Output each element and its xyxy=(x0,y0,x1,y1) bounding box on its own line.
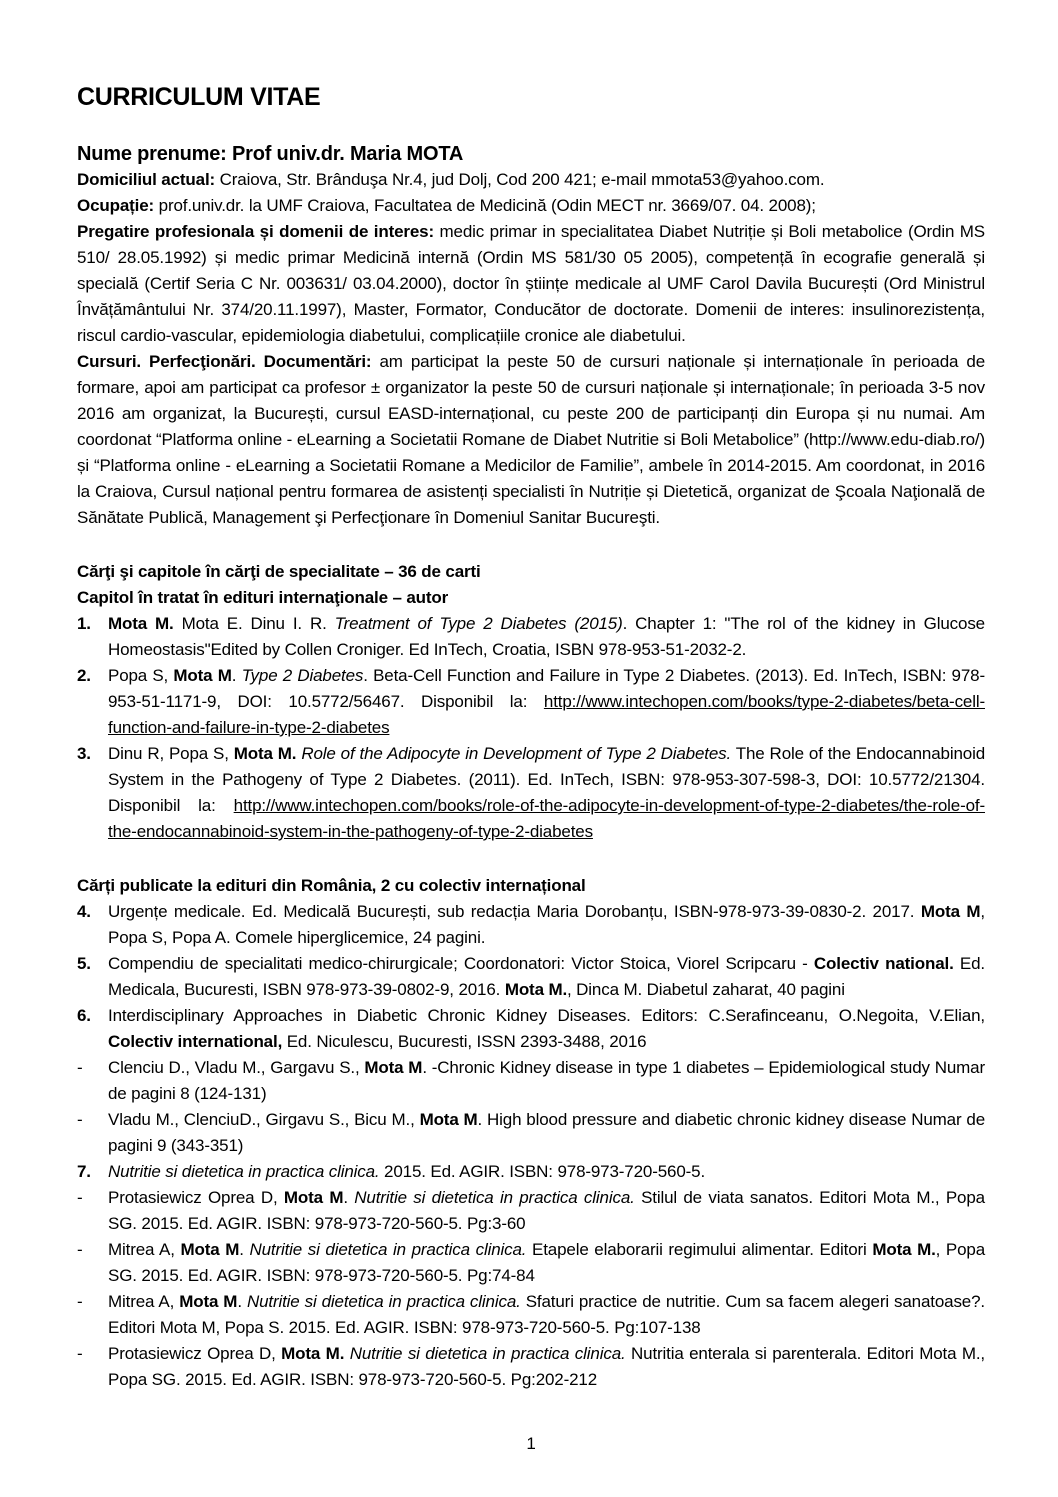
list-item xyxy=(77,951,985,1003)
italic-text: Nutritie si dietetica in practica clinica. xyxy=(108,1162,380,1181)
list-item xyxy=(77,899,985,951)
list-item xyxy=(77,1341,985,1393)
list-item-text xyxy=(108,1341,985,1393)
bold-text: Colectiv international, xyxy=(108,1032,283,1051)
list-item-text xyxy=(108,1055,985,1107)
section-books-romania xyxy=(77,873,985,1393)
list-item xyxy=(77,611,985,663)
link[interactable]: http://www.intechopen.com/books/role-of-the-adipocyte-in-development-of-type-2-diabetes/the-role-of-the-endocannabinoid-system-in-the-pathogeny-of-type-2-diabetes xyxy=(108,796,985,841)
paragraph xyxy=(77,349,985,531)
list-marker: 2. xyxy=(77,666,91,685)
list-marker: 4. xyxy=(77,902,91,921)
bold-text: Mota M. xyxy=(281,1344,345,1363)
list-item-text xyxy=(108,611,985,663)
text-run: Mitrea A, xyxy=(108,1292,180,1311)
paragraph xyxy=(77,167,985,193)
text-run: Stilul de viata sanatos. Editori Mota M., Popa SG. 2015. Ed. AGIR. ISBN: 978-973-720-560-5. Pg:3-60 xyxy=(108,1188,985,1233)
bold-text: Colectiv national. xyxy=(813,954,954,973)
list-item-text xyxy=(108,1237,985,1289)
link[interactable]: http://www.intechopen.com/books/type-2-diabetes/beta-cell-function-and-failure-in-type-2-diabetes xyxy=(108,692,985,737)
text-run: . High blood pressure and diabetic chronic kidney disease Numar de pagini 9 (343-351) xyxy=(108,1110,985,1155)
list-marker: - xyxy=(77,1292,83,1311)
text-run: , Popa SG. 2015. Ed. AGIR. ISBN: 978-973-720-560-5. Pg:74-84 xyxy=(108,1240,985,1285)
bold-text: Mota M. xyxy=(504,980,568,999)
list-item-text xyxy=(108,1107,985,1159)
text-run: Popa S, xyxy=(108,666,174,685)
text-run: Nutritia enterala si parenterala. Editori Mota M., Popa SG. 2015. Ed. AGIR. ISBN: 978-973-720-560-5. Pg:202-212 xyxy=(108,1344,985,1389)
text-run: Mota E. Dinu I. R. xyxy=(173,614,335,633)
text-run: . -Chronic Kidney disease in type 1 diabetes – Epidemiological study Numar de pagini 8 (124-131) xyxy=(108,1058,985,1103)
list-marker: - xyxy=(77,1188,83,1207)
list-item-text xyxy=(108,1003,985,1055)
list-item-text xyxy=(108,1289,985,1341)
list-item xyxy=(77,1237,985,1289)
text-run: am participat la peste 50 de cursuri naționale și internaționale în perioada de formare, apoi am participat ca profesor ± organizator la peste 50 de cursuri naționale și internaționale; în perioada 3-5 nov 2016 am organizat, la București, cursul EASD-internațional, cu peste 200 de participanți din Europa și nu numai. Am coordonat “Platforma online - eLearning a Societatii Romane de Diabet Nutritie si Boli Metabolice” (http://www.edu-diab.ro/) și “Platforma online - eLearning a Societatii Romane a Medicilor de Familie”, ambele în 2014-2015. Am coordonat, in 2016 la Craiova, Cursul național pentru formarea de asistenți specialisti în Nutriție și Dietetică, organizat de Şcoala Naţională de Sănătate Publică, Management şi Perfecţionare în Domeniul Sanitar Bucureşti. xyxy=(77,352,985,527)
list-marker: 1. xyxy=(77,614,91,633)
list-marker: - xyxy=(77,1110,83,1129)
text-run: Sfaturi practice de nutritie. Cum sa facem alegeri sanatoase?. Editori Mota M, Popa S. 2015. Ed. AGIR. ISBN: 978-973-720-560-5. Pg:107-138 xyxy=(108,1292,985,1337)
list-item xyxy=(77,663,985,741)
italic-text: Nutritie si dietetica in practica clinica. xyxy=(246,1292,521,1311)
text-run: prof.univ.dr. la UMF Craiova, Facultatea de Medicină (Odin MECT nr. 3669/07. 04. 2008); xyxy=(154,196,816,215)
italic-text: Nutritie si dietetica in practica clinica. xyxy=(354,1188,635,1207)
section-items xyxy=(77,899,985,1393)
paragraph xyxy=(77,219,985,349)
section-heading: Cărți publicate la edituri din România, 2 cu colectiv internațional xyxy=(77,876,586,895)
list-marker: 3. xyxy=(77,744,91,763)
list-item-text xyxy=(108,899,985,951)
list-item xyxy=(77,1003,985,1055)
italic-text: Type 2 Diabetes xyxy=(241,666,364,685)
italic-text: Treatment of Type 2 Diabetes (2015) xyxy=(334,614,623,633)
name-heading: Nume prenume: Prof univ.dr. Maria MOTA xyxy=(77,143,464,165)
list-item xyxy=(77,1289,985,1341)
text-run: Protasiewicz Oprea D, xyxy=(108,1344,282,1363)
italic-text: Nutritie si dietetica in practica clinica. xyxy=(249,1240,527,1259)
text-run: . xyxy=(343,1188,355,1207)
list-marker: 6. xyxy=(77,1006,91,1025)
text-run: Mitrea A, xyxy=(108,1240,181,1259)
italic-text: Role of the Adipocyte in Development of Type 2 Diabetes. xyxy=(301,744,732,763)
text-run: , Dinca M. Diabetul zaharat, 40 pagini xyxy=(567,980,845,999)
bold-text: Mota M xyxy=(179,1292,238,1311)
section-heading: Capitol în tratat în edituri internaţionale – autor xyxy=(77,588,449,607)
list-item xyxy=(77,1107,985,1159)
bold-text: Pregatire profesionala și domenii de interes: xyxy=(77,222,435,241)
page-number: 1 xyxy=(526,1434,536,1453)
text-run: Compendiu de specialitati medico-chirurgicale; Coordonatori: Victor Stoica, Viorel Scripcaru - xyxy=(108,954,814,973)
intro-paragraphs xyxy=(77,167,985,531)
text-run: Etapele elaborarii regimului alimentar. Editori xyxy=(526,1240,873,1259)
list-marker: - xyxy=(77,1344,83,1363)
text-run: Craiova, Str. Brânduşa Nr.4, jud Dolj, Cod 200 421; e-mail mmota53@yahoo.com. xyxy=(215,170,825,189)
text-run: 2015. Ed. AGIR. ISBN: 978-973-720-560-5. xyxy=(379,1162,706,1181)
bold-text: Mota M xyxy=(419,1110,478,1129)
text-run: Protasiewicz Oprea D, xyxy=(108,1188,284,1207)
bold-text: Cursuri. Perfecţionări. Documentări: xyxy=(77,352,372,371)
text-run: . xyxy=(231,666,242,685)
bold-text: Mota M xyxy=(180,1240,240,1259)
bold-text: Mota M xyxy=(364,1058,423,1077)
text-run: . Chapter 1: "The rol of the kidney in Glucose Homeostasis"Edited by Collen Croniger. Ed InTech, Croatia, ISBN 978-953-51-2032-2. xyxy=(108,614,985,659)
list-item xyxy=(77,741,985,845)
list-marker: 5. xyxy=(77,954,91,973)
section-heading: Cărţi şi capitole în cărţi de specialitate – 36 de carti xyxy=(77,562,481,581)
list-item-text xyxy=(108,741,985,845)
text-run: . xyxy=(239,1240,250,1259)
text-run: Clenciu D., Vladu M., Gargavu S., xyxy=(108,1058,365,1077)
text-run: Vladu M., ClenciuD., Girgavu S., Bicu M., xyxy=(108,1110,420,1129)
text-run: Ed. Niculescu, Bucuresti, ISSN 2393-3488, 2016 xyxy=(282,1032,647,1051)
list-marker: - xyxy=(77,1058,83,1077)
list-item xyxy=(77,1159,985,1185)
list-marker: - xyxy=(77,1240,83,1259)
text-run: Dinu R, Popa S, xyxy=(108,744,234,763)
paragraph xyxy=(77,193,985,219)
document-title: CURRICULUM VITAE xyxy=(77,83,321,111)
section-headings xyxy=(77,559,985,611)
bold-text: Mota M xyxy=(920,902,981,921)
text-run: . Beta-Cell Function and Failure in Type 2 Diabetes. (2013). Ed. InTech, ISBN: 978-953-51-1171-9, DOI: 10.5772/56467. Disponibil la: xyxy=(108,666,985,711)
text-run: , Popa S, Popa A. Comele hiperglicemice, 24 pagini. xyxy=(108,902,985,947)
bold-text: Mota M xyxy=(283,1188,344,1207)
text-run: medic primar in specialitatea Diabet Nutriție și Boli metabolice (Ordin MS 510/ 28.05.1992) și medic primar Medicină internă (Ordin MS 581/30 05 2005), competență în ecografie generală și specială (Certif Seria C Nr. 003631/ 03.04.2000), doctor în științe medicale al UMF Carol Davila București (Ord Ministrul Învățământului Nr. 374/20.11.1997), Master, Formator, Conducător de doctorate. Domenii de interes: insulinorezistența, riscul cardio-vascular, epidemiologia diabetului, complicațiile cronice ale diabetului. xyxy=(77,222,986,345)
list-item-text xyxy=(108,1159,985,1185)
text-run: The Role of the Endocannabinoid System in the Pathogeny of Type 2 Diabetes. (2011). Ed. InTech, ISBN: 978-953-307-598-3, DOI: 10.5772/21304. Disponibil la: xyxy=(108,744,986,815)
bold-text: Mota M. xyxy=(233,744,297,763)
text-run: Ed. Medicala, Bucuresti, ISBN 978-973-39-0802-9, 2016. xyxy=(108,954,985,999)
list-item-text xyxy=(108,663,985,741)
text-run: Interdisciplinary Approaches in Diabetic Chronic Kidney Diseases. Editors: C.Serafinceanu, O.Negoita, V.Elian, xyxy=(108,1006,985,1025)
section-headings xyxy=(77,873,985,899)
list-item-text xyxy=(108,1185,985,1237)
text-run: Urgențe medicale. Ed. Medicală București, sub redacția Maria Dorobanțu, ISBN-978-973-39-0830-2. 2017. xyxy=(108,902,921,921)
bold-text: Mota M xyxy=(173,666,232,685)
section-items xyxy=(77,611,985,845)
list-item xyxy=(77,1185,985,1237)
text-run: . xyxy=(237,1292,247,1311)
bold-text: Mota M. xyxy=(872,1240,936,1259)
bold-text: Ocupație: xyxy=(77,196,155,215)
section-books-international xyxy=(77,559,985,845)
list-item xyxy=(77,1055,985,1107)
list-marker: 7. xyxy=(77,1162,91,1181)
bold-text: Domiciliul actual: xyxy=(77,170,216,189)
italic-text: Nutritie si dietetica in practica clinica. xyxy=(349,1344,626,1363)
list-item-text xyxy=(108,951,985,1003)
bold-text: Mota M. xyxy=(108,614,174,633)
